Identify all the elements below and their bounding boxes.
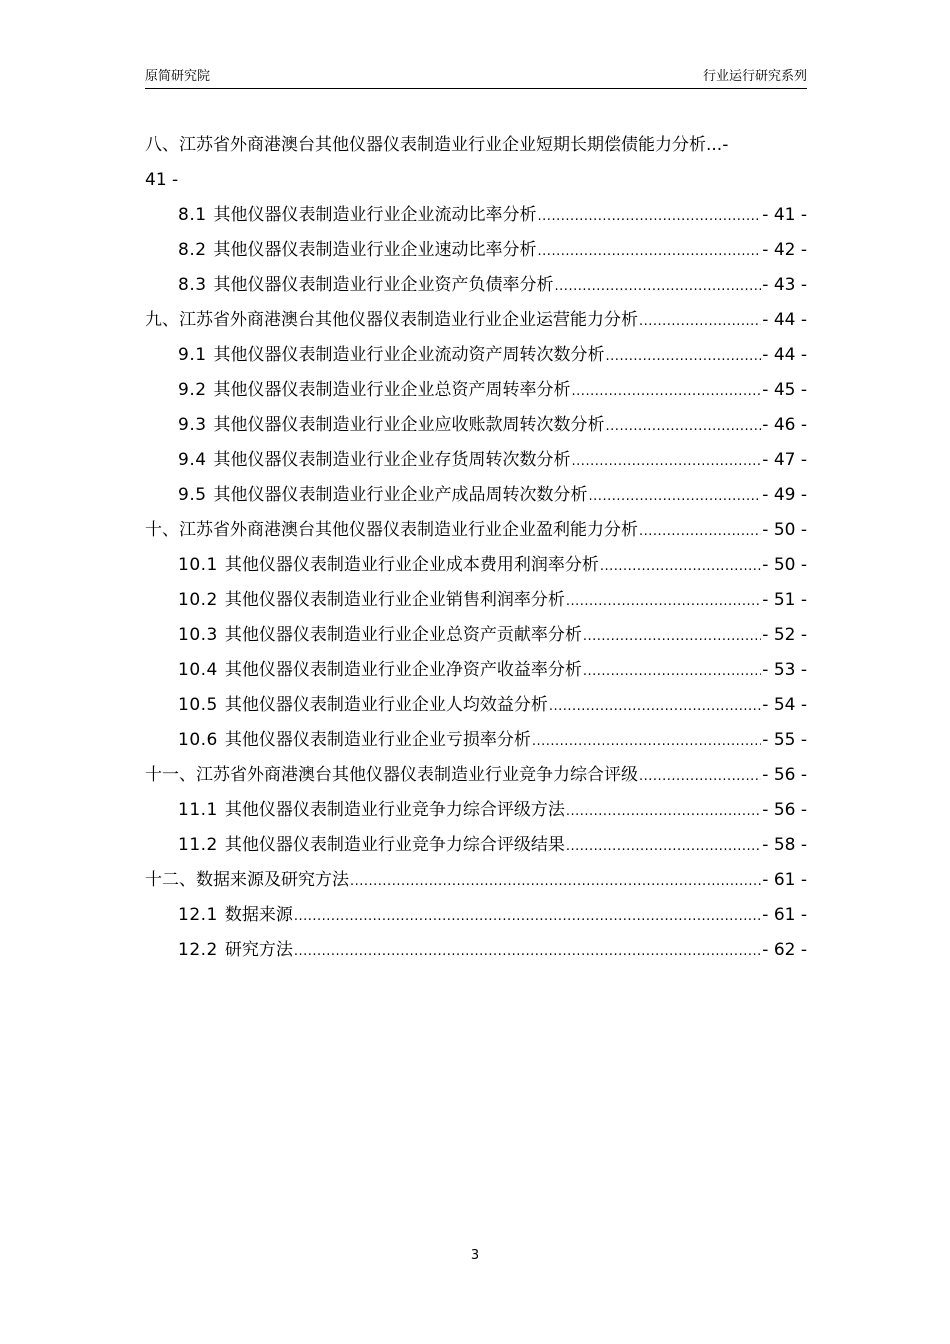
toc-dot-leader	[589, 479, 762, 513]
toc-dot-leader	[639, 514, 761, 548]
toc-entry-page: - 47 -	[762, 450, 807, 470]
toc-entry-title: 十一、江苏省外商港澳台其他仪器仪表制造业行业竞争力综合评级	[145, 765, 638, 785]
toc-dot-leader	[350, 864, 761, 898]
toc-entry-title: 其他仪器仪表制造业行业竞争力综合评级结果	[224, 835, 565, 855]
toc-subsection-entry[interactable]	[145, 198, 807, 233]
toc-dot-leader	[294, 934, 761, 968]
toc-entry-page: - 46 -	[762, 415, 807, 435]
toc-entry-number: 10.5	[178, 695, 218, 715]
toc-entry-page: - 50 -	[762, 520, 807, 540]
toc-dot-leader	[555, 269, 762, 303]
table-of-contents	[145, 128, 807, 968]
toc-dot-leader	[639, 759, 761, 793]
toc-entry-page: - 42 -	[762, 240, 807, 260]
toc-entry-title: 研究方法	[224, 940, 293, 960]
toc-entry-page: - 55 -	[762, 730, 807, 750]
toc-dot-leader	[572, 374, 762, 408]
toc-dot-leader	[572, 444, 762, 478]
toc-dot-leader	[566, 794, 761, 828]
toc-dot-leader	[538, 199, 762, 233]
toc-dot-leader	[549, 689, 761, 723]
toc-entry-page: - 56 -	[762, 765, 807, 785]
toc-entry-title: 数据来源	[224, 905, 293, 925]
toc-subsection-entry[interactable]	[145, 933, 807, 968]
toc-entry-page: - 62 -	[762, 940, 807, 960]
toc-entry-number: 9.2	[178, 380, 207, 400]
toc-entry-page: - 61 -	[762, 870, 807, 890]
toc-subsection-entry[interactable]	[145, 653, 807, 688]
toc-entry-number: 9.5	[178, 485, 207, 505]
toc-entry-title: 其他仪器仪表制造业行业企业存货周转次数分析	[213, 450, 571, 470]
toc-entry-number: 10.1	[178, 555, 218, 575]
header-series: 行业运行研究系列	[702, 69, 807, 84]
toc-dot-leader	[566, 584, 761, 618]
toc-entry-page: - 45 -	[762, 380, 807, 400]
toc-entry-number: 8.3	[178, 275, 207, 295]
toc-entry-title: 其他仪器仪表制造业行业企业应收账款周转次数分析	[213, 415, 605, 435]
toc-subsection-entry[interactable]	[145, 898, 807, 933]
toc-section-entry[interactable]	[145, 303, 807, 338]
toc-entry-title: 其他仪器仪表制造业行业企业净资产收益率分析	[224, 660, 582, 680]
toc-entry-number: 11.1	[178, 800, 218, 820]
toc-entry-page: - 50 -	[762, 555, 807, 575]
page-header	[145, 68, 807, 89]
toc-subsection-entry[interactable]	[145, 583, 807, 618]
toc-entry-title: 其他仪器仪表制造业行业企业速动比率分析	[213, 240, 537, 260]
toc-entry-title: 其他仪器仪表制造业行业企业总资产周转率分析	[213, 380, 571, 400]
toc-dot-leader	[600, 549, 761, 583]
toc-subsection-entry[interactable]	[145, 688, 807, 723]
toc-entry-number: 8.1	[178, 205, 207, 225]
toc-section-entry[interactable]	[145, 758, 807, 793]
toc-section-entry[interactable]	[145, 128, 807, 198]
toc-dot-leader	[606, 339, 762, 373]
toc-entry-number: 9.4	[178, 450, 207, 470]
toc-entry-number: 10.6	[178, 730, 218, 750]
toc-entry-page: 41 -	[145, 170, 179, 190]
toc-entry-title: 其他仪器仪表制造业行业企业资产负债率分析	[213, 275, 554, 295]
toc-subsection-entry[interactable]	[145, 443, 807, 478]
toc-entry-number: 10.3	[178, 625, 218, 645]
toc-entry-page: - 44 -	[762, 345, 807, 365]
toc-entry-page: - 58 -	[762, 835, 807, 855]
toc-dot-leader	[583, 654, 761, 688]
toc-subsection-entry[interactable]	[145, 408, 807, 443]
toc-entry-title: 其他仪器仪表制造业行业企业成本费用利润率分析	[224, 555, 599, 575]
toc-subsection-entry[interactable]	[145, 373, 807, 408]
toc-entry-page: - 44 -	[762, 310, 807, 330]
toc-entry-page: - 61 -	[762, 905, 807, 925]
toc-entry-title: 其他仪器仪表制造业行业企业销售利润率分析	[224, 590, 565, 610]
toc-subsection-entry[interactable]	[145, 793, 807, 828]
toc-entry-page: - 53 -	[762, 660, 807, 680]
toc-dot-leader	[566, 829, 761, 863]
page-number: 3	[470, 1248, 480, 1263]
toc-entry-page: - 52 -	[762, 625, 807, 645]
toc-entry-title: 其他仪器仪表制造业行业企业流动比率分析	[213, 205, 537, 225]
toc-entry-page: - 41 -	[762, 205, 807, 225]
toc-entry-number: 9.1	[178, 345, 207, 365]
toc-subsection-entry[interactable]	[145, 548, 807, 583]
toc-entry-title: 其他仪器仪表制造业行业企业亏损率分析	[224, 730, 531, 750]
toc-dot-leader	[294, 899, 761, 933]
toc-section-entry[interactable]	[145, 863, 807, 898]
toc-entry-number: 9.3	[178, 415, 207, 435]
header-org: 原简研究院	[145, 69, 211, 84]
toc-dot-leader	[639, 304, 761, 338]
toc-entry-number: 11.2	[178, 835, 218, 855]
toc-entry-title: 九、江苏省外商港澳台其他仪器仪表制造业行业企业运营能力分析	[145, 310, 638, 330]
toc-subsection-entry[interactable]	[145, 268, 807, 303]
toc-subsection-entry[interactable]	[145, 233, 807, 268]
toc-entry-page: - 56 -	[762, 800, 807, 820]
toc-subsection-entry[interactable]	[145, 338, 807, 373]
toc-entry-title: 十二、数据来源及研究方法	[145, 870, 349, 890]
toc-entry-number: 12.2	[178, 940, 218, 960]
toc-subsection-entry[interactable]	[145, 828, 807, 863]
toc-entry-page: - 49 -	[762, 485, 807, 505]
toc-dot-leader	[583, 619, 761, 653]
toc-entry-page: - 54 -	[762, 695, 807, 715]
toc-entry-title: 其他仪器仪表制造业行业企业产成品周转次数分析	[213, 485, 588, 505]
toc-section-entry[interactable]	[145, 513, 807, 548]
toc-entry-number: 12.1	[178, 905, 218, 925]
toc-entry-title: 十、江苏省外商港澳台其他仪器仪表制造业行业企业盈利能力分析	[145, 520, 638, 540]
toc-entry-title: 八、江苏省外商港澳台其他仪器仪表制造业行业企业短期长期偿债能力分析...-	[145, 135, 729, 155]
toc-entry-title: 其他仪器仪表制造业行业企业人均效益分析	[224, 695, 548, 715]
toc-entry-number: 10.2	[178, 590, 218, 610]
toc-dot-leader	[606, 409, 762, 443]
toc-entry-title: 其他仪器仪表制造业行业企业流动资产周转次数分析	[213, 345, 605, 365]
toc-entry-page: - 43 -	[762, 275, 807, 295]
toc-entry-number: 8.2	[178, 240, 207, 260]
toc-entry-title: 其他仪器仪表制造业行业企业总资产贡献率分析	[224, 625, 582, 645]
toc-subsection-entry[interactable]	[145, 723, 807, 758]
toc-dot-leader	[532, 724, 761, 758]
toc-subsection-entry[interactable]	[145, 478, 807, 513]
toc-dot-leader	[538, 234, 762, 268]
toc-subsection-entry[interactable]	[145, 618, 807, 653]
toc-entry-number: 10.4	[178, 660, 218, 680]
toc-entry-title: 其他仪器仪表制造业行业竞争力综合评级方法	[224, 800, 565, 820]
toc-entry-page: - 51 -	[762, 590, 807, 610]
